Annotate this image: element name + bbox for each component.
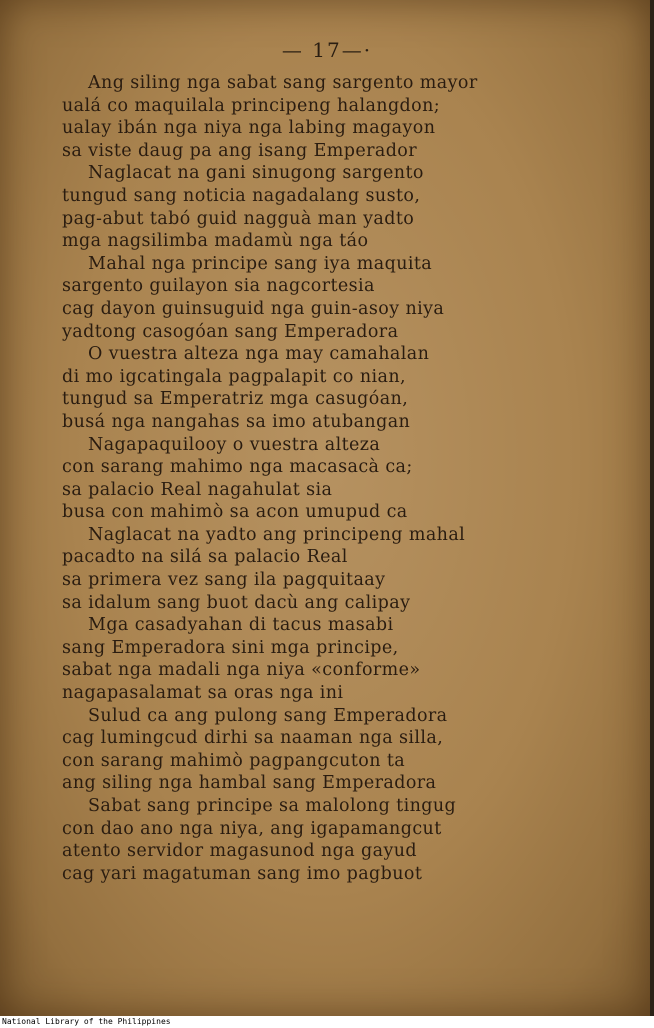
poem-line: tungud sang noticia nagadalang susto,	[62, 185, 421, 206]
poem-line: Sabat sang principe sa malolong tingug	[88, 796, 457, 816]
poem-line: yadtong casogóan sang Emperadora	[62, 321, 399, 342]
stanza	[62, 434, 522, 524]
poem-body	[62, 72, 522, 885]
stanza	[62, 614, 522, 704]
poem-line: Nagapaquilooy o vuestra alteza	[88, 434, 381, 455]
poem-line: Naglacat na gani sinugong sargento	[88, 163, 424, 184]
poem-line: sa primera vez sang ila pagquitaay	[62, 570, 386, 591]
poem-line: sa viste daug pa ang isang Emperador	[62, 140, 418, 161]
page-number: — 17—·	[281, 38, 373, 62]
poem-line: mga nagsilimba madamù nga táo	[62, 231, 369, 252]
poem-line: nagapasalamat sa oras nga ini	[62, 683, 344, 704]
poem-line: ang siling nga hambal sang Emperadora	[62, 773, 437, 794]
stanza	[62, 795, 522, 885]
poem-line: pacadto na silá sa palacio Real	[62, 547, 348, 568]
poem-line: atento servidor magasunod nga gayud	[62, 841, 418, 862]
poem-line: busá nga nangahas sa imo atubangan	[62, 411, 411, 432]
poem-line: sabat nga madali nga niya «conforme»	[62, 660, 421, 681]
stanza	[62, 705, 522, 795]
stanza	[62, 72, 522, 162]
library-watermark: National Library of the Philippines	[0, 1016, 654, 1028]
poem-line: O vuestra alteza nga may camahalan	[88, 344, 430, 365]
poem-line: tungud sa Emperatriz mga casugóan,	[62, 389, 409, 410]
poem-line: Mahal nga principe sang iya maquita	[88, 253, 433, 274]
stanza	[62, 253, 522, 343]
poem-line: Ang siling nga sabat sang sargento mayor	[88, 73, 478, 93]
poem-line: con sarang mahimò pagpangcuton ta	[62, 750, 406, 771]
poem-line: ualá co maquilala principeng halangdon;	[62, 95, 441, 116]
poem-line: ualay ibán nga niya nga labing magayon	[62, 118, 436, 139]
poem-line: con dao ano nga niya, ang igapamangcut	[62, 818, 442, 839]
stanza	[62, 524, 522, 614]
poem-line: cag yari magatuman sang imo pagbuot	[62, 863, 423, 884]
poem-line: busa con mahimò sa acon umupud ca	[62, 502, 408, 523]
poem-line: cag lumingcud dirhi sa naaman nga silla,	[62, 728, 444, 749]
poem-line: cag dayon guinsuguid nga guin-asoy niya	[62, 298, 445, 319]
poem-line: sa idalum sang buot dacù ang calipay	[62, 592, 411, 613]
poem-line: pag-abut tabó guid nagguà man yadto	[62, 208, 415, 229]
poem-line: Mga casadyahan di tacus masabi	[88, 615, 394, 636]
poem-line: di mo igcatingala pagpalapit co nian,	[62, 366, 406, 387]
stanza	[62, 343, 522, 433]
poem-line: con sarang mahimo nga macasacà ca;	[62, 457, 413, 478]
poem-line: sargento guilayon sia nagcortesia	[62, 276, 375, 297]
poem-line: Sulud ca ang pulong sang Emperadora	[88, 705, 448, 726]
poem-line: sa palacio Real nagahulat sia	[62, 479, 333, 500]
poem-line: Naglacat na yadto ang principeng mahal	[88, 524, 466, 545]
poem-line: sang Emperadora sini mga principe,	[62, 637, 399, 658]
stanza	[62, 162, 522, 252]
